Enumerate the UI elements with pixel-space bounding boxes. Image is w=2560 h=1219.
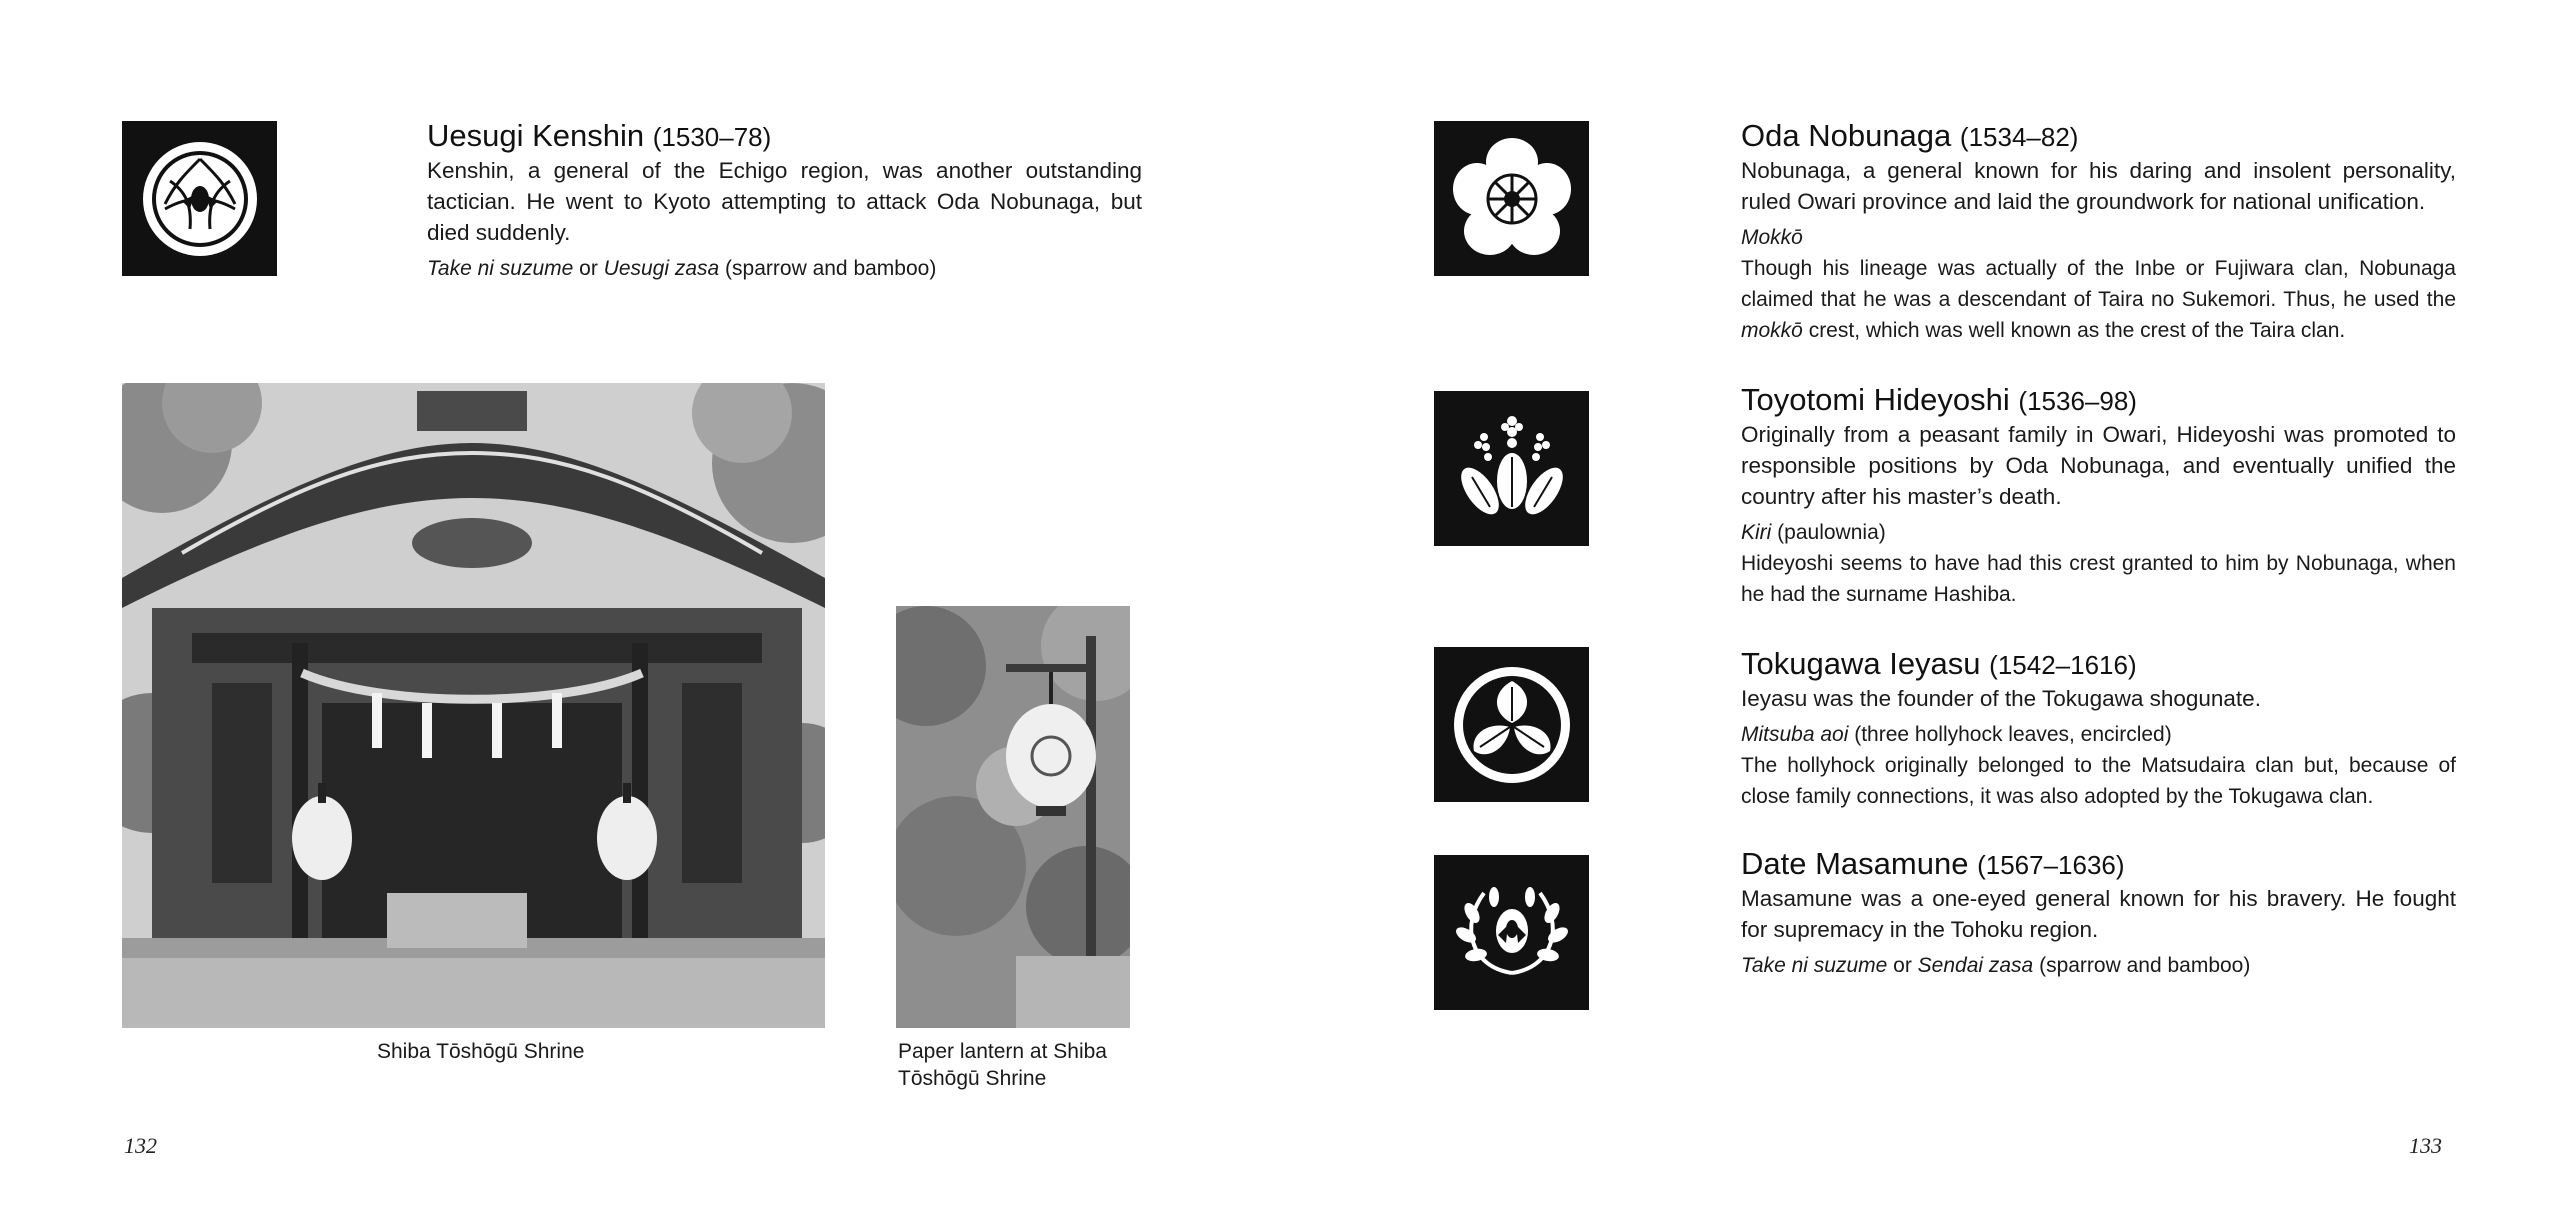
shrine-photo-caption: Shiba Tōshōgū Shrine [377,1040,585,1063]
entry-toyotomi-hideyoshi [1741,382,2456,610]
page-number-left: 132 [124,1133,157,1158]
crest-name: Mitsuba aoi (three hollyhock leaves, encircled) [1741,723,2172,746]
entry-name: Tokugawa Ieyasu [1741,646,1981,681]
lantern-photo-caption: Paper lantern at Shiba Tōshōgū Shrine [898,1040,1107,1090]
sparrow-bamboo-crest-icon [130,129,270,269]
entry-description: Originally from a peasant family in Owari, Hideyoshi was promoted to responsible positions by Oda Nobunaga, and eventually unified the country after his master’s death. [1741,422,2456,509]
entry-description: Nobunaga, a general known for his daring and insolent personality, ruled Owari province and laid the groundwork for national unification. [1741,158,2456,214]
entry-years: (1542–1616) [1989,650,2137,680]
entry-description: Ieyasu was the founder of the Tokugawa shogunate. [1741,686,2261,711]
shrine-photo [122,383,825,1028]
crest-name: Mokkō [1741,226,1803,249]
crest-note: Hideyoshi seems to have had this crest granted to him by Nobunaga, when he had the surname Hashiba. [1741,552,2456,606]
crest-name: Kiri (paulownia) [1741,521,1886,544]
entry-years: (1530–78) [652,122,772,152]
hollyhock-crest-icon [1442,655,1582,795]
uesugi-crest [122,121,277,276]
entry-title [1741,118,2456,155]
tokugawa-crest [1434,647,1589,802]
entry-years: (1536–98) [2018,386,2137,416]
entry-title [1741,846,2456,883]
entry-name: Oda Nobunaga [1741,118,1952,153]
page-number-right: 133 [2409,1133,2442,1158]
crest-name: Take ni suzume or Sendai zasa (sparrow and bamboo) [1741,954,2251,977]
entry-title [1741,646,2456,683]
entry-tokugawa-ieyasu [1741,646,2456,812]
entry-years: (1534–82) [1959,122,2079,152]
entry-title [1741,382,2456,419]
entry-oda-nobunaga [1741,118,2456,346]
mokko-crest-icon [1442,129,1582,269]
entry-years: (1567–1636) [1977,850,2125,880]
entry-uesugi-kenshin [427,118,1142,284]
crest-note: The hollyhock originally belonged to the Matsudaira clan but, because of close family connections, it was also adopted by the Tokugawa clan. [1741,754,2456,808]
entry-title [427,118,1142,155]
date-crest [1434,855,1589,1010]
lantern-photo [896,606,1130,1028]
crest-name: Take ni suzume or Uesugi zasa (sparrow and bamboo) [427,257,937,280]
entry-name: Date Masamune [1741,846,1969,881]
sparrow-bamboo-crest-icon [1442,863,1582,1003]
entry-name: Uesugi Kenshin [427,118,645,153]
entry-description: Kenshin, a general of the Echigo region, was another outstanding tactician. He went to Kyoto attempting to attack Oda Nobunaga, but died suddenly. [427,158,1142,245]
crest-note: Though his lineage was actually of the Inbe or Fujiwara clan, Nobunaga claimed that he was a descendant of Taira no Sukemori. Thus, he used the mokkō crest, which was well known as the crest of the Taira clan. [1741,257,2456,342]
entry-name: Toyotomi Hideyoshi [1741,382,2010,417]
toyotomi-crest [1434,391,1589,546]
entry-description: Masamune was a one-eyed general known for his bravery. He fought for supremacy in the Tohoku region. [1741,886,2456,942]
entry-date-masamune [1741,846,2456,981]
paulownia-crest-icon [1442,399,1582,539]
oda-crest [1434,121,1589,276]
